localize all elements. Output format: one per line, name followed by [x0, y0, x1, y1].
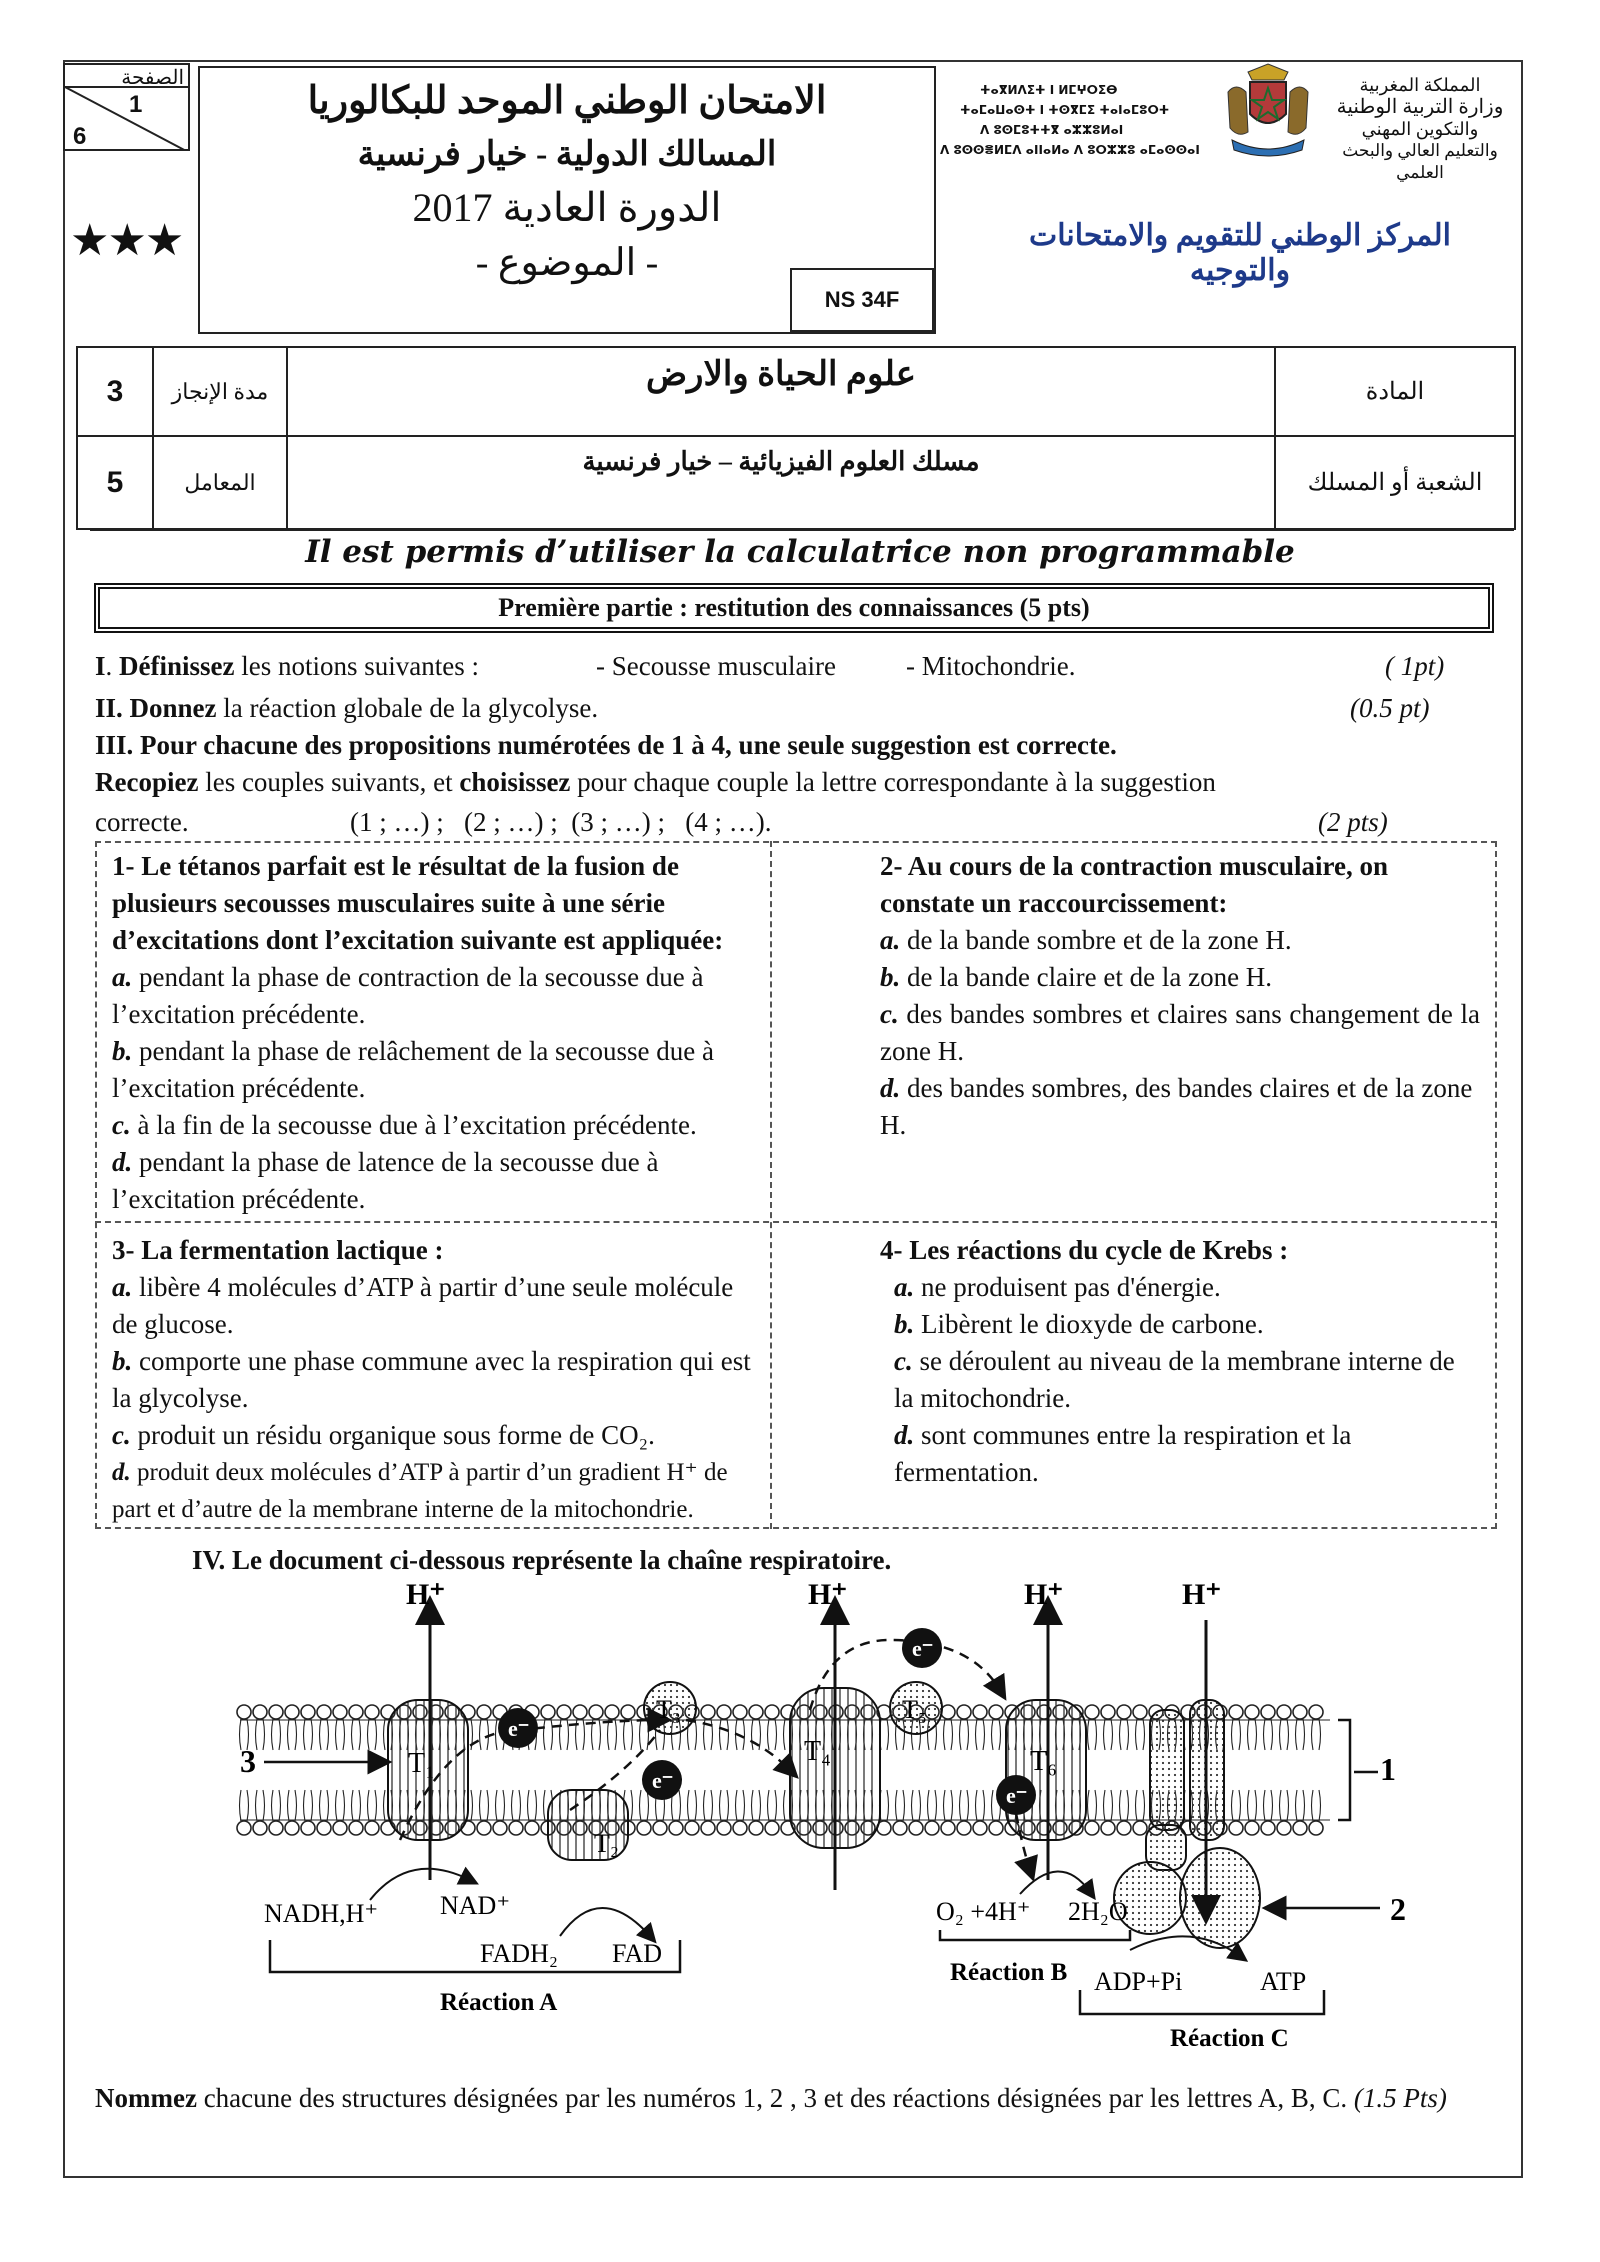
phospholipid-head: [669, 1821, 683, 1835]
phospholipid-tail: [480, 1790, 489, 1821]
exam-track: المسالك الدولية - خيار فرنسية: [357, 136, 777, 173]
phospholipid-tail: [640, 1719, 649, 1750]
option-letter: a.: [112, 1272, 133, 1302]
phospholipid-tail: [1232, 1790, 1241, 1821]
phospholipid-tail: [752, 1790, 761, 1821]
phospholipid-tail: [992, 1719, 1001, 1750]
option-text: Libèrent le dioxyde de carbone.: [914, 1309, 1264, 1339]
phospholipid-head: [989, 1705, 1003, 1719]
question-1: I. Définissez les notions suivantes :: [95, 651, 479, 681]
option: [112, 1454, 762, 1528]
electron: [642, 1760, 682, 1800]
option-text: des bandes sombres et claires sans changement de la zone H.: [880, 999, 1480, 1066]
phospholipid-head: [1101, 1705, 1115, 1719]
option-text: comporte une phase commune avec la respiration qui est la glycolyse.: [112, 1346, 751, 1413]
phospholipid-tail: [1120, 1719, 1129, 1750]
label-t4: T₄: [804, 1736, 831, 1767]
proposition-title: 1- Le tétanos parfait est le résultat de la fusion de plusieurs secousses musculaires suite à une série d’excitations dont l’excitation suivante est appliquée:: [112, 851, 724, 955]
phospholipid-head: [957, 1705, 971, 1719]
phospholipid-tail: [288, 1790, 297, 1821]
phospholipid-tail: [1248, 1719, 1257, 1750]
phospholipid-head: [1229, 1705, 1243, 1719]
phospholipid-tail: [960, 1719, 969, 1750]
option-letter: a.: [894, 1272, 915, 1302]
electron-path: [686, 1720, 790, 1770]
question-1-text: les notions suivantes :: [234, 651, 479, 681]
phospholipid-tail: [1136, 1790, 1145, 1821]
phospholipid-tail: [1264, 1790, 1273, 1821]
exam-code: NS 34F: [790, 268, 934, 332]
label-t3: T₃: [656, 1695, 681, 1724]
instruction-text: chacune des structures désignées par les numéros 1, 2 , 3 et des réactions désignées par les lettres A, B, C.: [196, 2083, 1348, 2113]
label-t2: T₂: [594, 1829, 619, 1858]
option-text: de la bande sombre et de la zone H.: [900, 925, 1292, 955]
option-text: ne produisent pas d'énergie.: [914, 1272, 1221, 1302]
phospholipid-tail: [256, 1790, 265, 1821]
option-text: pendant la phase de latence de la secousse due à l’excitation précédente.: [112, 1147, 659, 1214]
svg-text:e⁻: e⁻: [912, 1636, 934, 1661]
question-2-number: II.: [95, 693, 123, 723]
proposition-4: [880, 1232, 1480, 1491]
phospholipid-head: [941, 1821, 955, 1835]
ministry-line: والتعليم العالي والبحث العلمي: [1342, 141, 1498, 182]
phospholipid-head: [285, 1821, 299, 1835]
option: [880, 922, 1480, 959]
phospholipid-tail: [320, 1790, 329, 1821]
phospholipid-tail: [272, 1790, 281, 1821]
o2-label: O₂ +4H⁺: [936, 1897, 1031, 1926]
phospholipid-head: [253, 1705, 267, 1719]
phospholipid-tail: [1088, 1790, 1097, 1821]
atp-label: ATP: [1260, 1967, 1307, 1996]
proposition-title: 4- Les réactions du cycle de Krebs :: [880, 1235, 1289, 1265]
phospholipid-tail: [1088, 1719, 1097, 1750]
option-letter: d.: [112, 1459, 131, 1486]
adp-label: ADP+Pi: [1094, 1967, 1183, 1996]
label-number-1: 1: [1380, 1751, 1396, 1787]
option-text: à la fin de la secousse due à l’excitation précédente.: [130, 1110, 697, 1140]
option-text: produit un résidu organique sous forme de CO₂.: [130, 1420, 655, 1450]
instruction-text: les couples suivants, et: [198, 767, 460, 797]
reaction-c-label: Réaction C: [1170, 2025, 1289, 2052]
option-letter: d.: [894, 1420, 915, 1450]
coat-of-arms-emblem: [1218, 62, 1318, 160]
phospholipid-head: [477, 1821, 491, 1835]
phospholipid-head: [1085, 1705, 1099, 1719]
respiratory-chain-diagram: [230, 1580, 1450, 2060]
phospholipid-head: [237, 1821, 251, 1835]
proton-label: H⁺: [406, 1580, 446, 1611]
option-letter: d.: [112, 1147, 133, 1177]
proposition-3: [112, 1232, 762, 1528]
subject-label: المادة: [1275, 347, 1515, 436]
phospholipid-head: [1229, 1821, 1243, 1835]
fad-label: FAD: [612, 1939, 663, 1968]
label-t6: T₆: [1030, 1746, 1057, 1777]
nad-label: NAD⁺: [440, 1891, 511, 1920]
phospholipid-head: [733, 1821, 747, 1835]
phospholipid-tail: [976, 1719, 985, 1750]
phospholipid-head: [269, 1705, 283, 1719]
phospholipid-head: [749, 1705, 763, 1719]
question-2-points: (0.5 pt): [1350, 693, 1430, 723]
svg-text:e⁻: e⁻: [508, 1716, 530, 1741]
ministry-arabic: [1320, 74, 1520, 184]
option-text: sont communes entre la respiration et la fermentation.: [894, 1420, 1352, 1487]
phospholipid-head: [573, 1705, 587, 1719]
instruction-verb-choisissez: choisissez: [459, 767, 571, 797]
option: [112, 1033, 762, 1107]
option-letter: c.: [112, 1420, 131, 1450]
phospholipid-head: [1309, 1705, 1323, 1719]
phospholipid-tail: [528, 1790, 537, 1821]
phospholipid-head: [701, 1705, 715, 1719]
phospholipid-head: [541, 1705, 555, 1719]
phospholipid-tail: [1312, 1719, 1321, 1750]
phospholipid-head: [1245, 1705, 1259, 1719]
phospholipid-head: [1117, 1705, 1131, 1719]
phospholipid-head: [1261, 1705, 1275, 1719]
phospholipid-tail: [320, 1719, 329, 1750]
phospholipid-tail: [976, 1790, 985, 1821]
divider-rule: [90, 528, 1514, 531]
phospholipid-head: [1245, 1821, 1259, 1835]
phospholipid-head: [493, 1821, 507, 1835]
phospholipid-head: [557, 1705, 571, 1719]
option-letter: c.: [880, 999, 899, 1029]
option: [880, 1269, 1480, 1306]
question-1-number: I: [95, 651, 106, 681]
option-text: des bandes sombres, des bandes claires et de la zone H.: [880, 1073, 1473, 1140]
phospholipid-tail: [496, 1790, 505, 1821]
option-text: de la bande claire et de la zone H.: [900, 962, 1273, 992]
phospholipid-tail: [304, 1719, 313, 1750]
option-letter: c.: [112, 1110, 131, 1140]
phospholipid-tail: [240, 1790, 249, 1821]
phospholipid-head: [1277, 1705, 1291, 1719]
question-2-text: la réaction globale de la glycolyse.: [216, 693, 599, 723]
instruction-verb-nommez: Nommez: [95, 2083, 197, 2113]
phospholipid-head: [1117, 1821, 1131, 1835]
reaction-a-label: Réaction A: [440, 1989, 558, 2016]
phospholipid-head: [685, 1821, 699, 1835]
proposition-2: [880, 848, 1480, 1144]
notion-2: - Mitochondrie.: [906, 651, 1076, 681]
option-text: produit deux molécules d’ATP à partir d’un gradient H⁺ de part et d’autre de la membrane interne de la mitochondrie.: [112, 1459, 728, 1523]
question-1-points: ( 1pt): [1385, 651, 1445, 681]
option: [112, 959, 762, 1033]
phospholipid-head: [701, 1821, 715, 1835]
phospholipid-head: [765, 1821, 779, 1835]
svg-text:e⁻: e⁻: [652, 1768, 674, 1793]
phospholipid-tail: [352, 1790, 361, 1821]
phospholipid-head: [333, 1705, 347, 1719]
instruction-end: correcte.: [95, 807, 189, 837]
phospholipid-tail: [1104, 1790, 1113, 1821]
option-letter: b.: [880, 962, 901, 992]
phospholipid-head: [333, 1821, 347, 1835]
option: [112, 1144, 762, 1218]
phospholipid-head: [1293, 1705, 1307, 1719]
phospholipid-head: [1133, 1821, 1147, 1835]
phospholipid-tail: [1136, 1719, 1145, 1750]
phospholipid-head: [637, 1821, 651, 1835]
electron: [902, 1628, 942, 1668]
phospholipid-tail: [912, 1790, 921, 1821]
proposition-title: 3- La fermentation lactique :: [112, 1235, 444, 1265]
label-t5: T₅: [902, 1695, 927, 1724]
duration-value: 3: [77, 347, 153, 436]
phospholipid-tail: [624, 1719, 633, 1750]
phospholipid-head: [509, 1821, 523, 1835]
question-3-points: (2 pts): [1318, 807, 1388, 837]
ministry-line: المملكة المغربية: [1359, 75, 1481, 95]
option-text: se déroulent au niveau de la membrane interne de la mitochondrie.: [894, 1346, 1455, 1413]
phospholipid-tail: [736, 1790, 745, 1821]
phospholipid-head: [1277, 1821, 1291, 1835]
electron: [498, 1708, 538, 1748]
electron: [996, 1775, 1036, 1815]
phospholipid-head: [1101, 1821, 1115, 1835]
phospholipid-head: [1293, 1821, 1307, 1835]
phospholipid-head: [317, 1821, 331, 1835]
grid-divider: [95, 1221, 1497, 1223]
phospholipid-tail: [480, 1719, 489, 1750]
coefficient-value: 5: [77, 436, 153, 529]
phospholipid-tail: [944, 1719, 953, 1750]
page-label: الصفحة: [121, 67, 184, 89]
exam-title: الامتحان الوطني الموحد للبكالوريا: [307, 80, 827, 122]
option-letter: b.: [112, 1346, 133, 1376]
instruction-text: pour chaque couple la lettre correspondante à la suggestion: [570, 767, 1216, 797]
option-letter: d.: [880, 1073, 901, 1103]
phospholipid-head: [717, 1821, 731, 1835]
svg-text:e⁻: e⁻: [1006, 1783, 1028, 1808]
phospholipid-head: [909, 1821, 923, 1835]
bracket-1: [1338, 1720, 1350, 1820]
question-2: [95, 690, 598, 727]
phospholipid-tail: [352, 1719, 361, 1750]
exam-subject-mark: - الموضوع -: [475, 242, 659, 284]
phospholipid-tail: [288, 1719, 297, 1750]
evaluation-center-name: المركز الوطني للتقويم والامتحانات والتوجيه: [1028, 219, 1452, 287]
answer-couples: (1 ; …) ; (2 ; …) ; (3 ; …) ; (4 ; …).: [350, 807, 772, 837]
question-1-verb: Définissez: [119, 651, 235, 681]
phospholipid-head: [733, 1705, 747, 1719]
branch-value: مسلك العلوم الفيزيائية – خيار فرنسية: [287, 436, 1275, 529]
phospholipid-tail: [944, 1790, 953, 1821]
page-number-box: [63, 63, 190, 151]
phospholipid-tail: [256, 1719, 265, 1750]
label-t1: T₁: [408, 1748, 435, 1779]
phospholipid-head: [269, 1821, 283, 1835]
exam-session: الدورة العادية 2017: [412, 185, 722, 230]
option: [880, 1343, 1480, 1417]
phospholipid-tail: [1104, 1719, 1113, 1750]
tifinagh-line: ⴷ ⵓⵙⵎⵓⵜⵜⴳ ⴰⵣⵣⵓⵍⴰⵏ: [980, 123, 1124, 137]
subject-value: علوم الحياة والارض: [287, 347, 1275, 436]
phospholipid-head: [285, 1705, 299, 1719]
proton-label: H⁺: [1182, 1580, 1222, 1611]
phospholipid-tail: [512, 1790, 521, 1821]
option: [880, 996, 1480, 1070]
page-current: 1: [129, 91, 143, 118]
option-letter: a.: [112, 962, 133, 992]
reaction-b-label: Réaction B: [950, 1959, 1068, 1986]
phospholipid-head: [973, 1705, 987, 1719]
question-2-verb: Donnez: [129, 693, 217, 723]
phospholipid-head: [525, 1821, 539, 1835]
question-4-instruction: [95, 2080, 1515, 2117]
phospholipid-head: [941, 1705, 955, 1719]
option: [880, 1417, 1480, 1491]
phospholipid-head: [349, 1821, 363, 1835]
question-3-heading: III. Pour chacune des propositions numérotées de 1 à 4, une seule suggestion est correcte.: [95, 730, 1117, 760]
difficulty-stars: ★★★: [70, 216, 183, 265]
phospholipid-tail: [1280, 1790, 1289, 1821]
phospholipid-head: [925, 1821, 939, 1835]
phospholipid-head: [477, 1705, 491, 1719]
option: [112, 1269, 762, 1343]
label-number-3: 3: [240, 1743, 256, 1779]
option: [112, 1107, 762, 1144]
phospholipid-head: [717, 1705, 731, 1719]
phospholipid-tail: [768, 1719, 777, 1750]
option: [112, 1417, 762, 1454]
exam-info-table: [76, 346, 1516, 530]
fadh2-label: FADH₂: [480, 1939, 558, 1968]
phospholipid-head: [301, 1821, 315, 1835]
phospholipid-tail: [1312, 1790, 1321, 1821]
reaction-arrow: [1020, 1871, 1090, 1894]
option-letter: b.: [112, 1036, 133, 1066]
tifinagh-line: ⴷ ⵓⵙⵙⴻⵍⵎⴷ ⴰⵏⵏⴰⵍⴰ ⴷ ⵓⵔⵣⵣⵓ ⴰⵎⴰⵙⵙⴰⵏ: [940, 143, 1200, 157]
branch-label: الشعبة أو المسلك: [1275, 436, 1515, 529]
phospholipid-head: [749, 1821, 763, 1835]
phospholipid-tail: [768, 1790, 777, 1821]
grid-divider: [770, 841, 772, 1529]
tifinagh-line: ⵜⴰⴳⵍⴷⵉⵜ ⵏ ⵍⵎⵖⵔⵉⴱ: [980, 83, 1118, 97]
phospholipid-tail: [928, 1790, 937, 1821]
phospholipid-tail: [704, 1790, 713, 1821]
phospholipid-head: [973, 1821, 987, 1835]
proposition-title: 2- Au cours de la contraction musculaire, on constate un raccourcissement:: [880, 851, 1388, 918]
part-one-title: Première partie : restitution des connaissances (5 pts): [94, 583, 1494, 633]
phospholipid-head: [237, 1705, 251, 1719]
proposition-1: [112, 848, 762, 1218]
phospholipid-head: [365, 1705, 379, 1719]
phospholipid-tail: [1280, 1719, 1289, 1750]
question-3-instruction: [95, 764, 1515, 801]
phospholipid-tail: [1232, 1719, 1241, 1750]
phospholipid-head: [893, 1821, 907, 1835]
option-text: libère 4 molécules d’ATP à partir d’une seule molécule de glucose.: [112, 1272, 734, 1339]
phospholipid-tail: [368, 1719, 377, 1750]
phospholipid-tail: [336, 1790, 345, 1821]
phospholipid-head: [1261, 1821, 1275, 1835]
proton-label: H⁺: [808, 1580, 848, 1611]
phospholipid-head: [301, 1705, 315, 1719]
nadh-label: NADH,H⁺: [264, 1899, 379, 1928]
label-number-2: 2: [1390, 1891, 1406, 1927]
phospholipid-tail: [640, 1790, 649, 1821]
phospholipid-tail: [368, 1790, 377, 1821]
duration-label: مدة الإنجاز: [153, 347, 287, 436]
question-4-points: (1.5 Pts): [1353, 2083, 1447, 2113]
phospholipid-tail: [688, 1790, 697, 1821]
phospholipid-head: [1133, 1705, 1147, 1719]
option-letter: c.: [894, 1346, 913, 1376]
ministry-line: والتكوين المهني: [1361, 119, 1479, 139]
calculator-note: Il est permis d’utiliser la calculatrice non programmable: [305, 534, 1295, 570]
question-4-heading: IV. Le document ci-dessous représente la chaîne respiratoire.: [192, 1545, 892, 1575]
phospholipid-tail: [272, 1719, 281, 1750]
phospholipid-head: [365, 1821, 379, 1835]
phospholipid-tail: [960, 1790, 969, 1821]
phospholipid-head: [765, 1705, 779, 1719]
page-total: 6: [73, 123, 87, 150]
phospholipid-head: [605, 1705, 619, 1719]
phospholipid-tail: [304, 1790, 313, 1821]
ministry-line: وزارة التربية الوطنية: [1336, 96, 1504, 118]
phospholipid-tail: [544, 1719, 553, 1750]
phospholipid-tail: [560, 1719, 569, 1750]
phospholipid-head: [317, 1705, 331, 1719]
phospholipid-head: [1309, 1821, 1323, 1835]
phospholipid-head: [989, 1821, 1003, 1835]
option: [880, 1306, 1480, 1343]
phospholipid-head: [349, 1705, 363, 1719]
phospholipid-tail: [1264, 1719, 1273, 1750]
tifinagh-line: ⵜⴰⵎⴰⵡⴰⵙⵜ ⵏ ⵜⵙⴳⵎⵉ ⵜⴰⵏⴰⵎⵓⵔⵜ: [960, 103, 1170, 117]
phospholipid-head: [957, 1821, 971, 1835]
instruction-verb-recopiez: Recopiez: [95, 767, 199, 797]
phospholipid-tail: [720, 1719, 729, 1750]
phospholipid-tail: [896, 1790, 905, 1821]
phospholipid-head: [653, 1821, 667, 1835]
phospholipid-head: [1085, 1821, 1099, 1835]
phospholipid-tail: [1296, 1790, 1305, 1821]
coefficient-label: المعامل: [153, 436, 287, 529]
option: [880, 959, 1480, 996]
bracket-reaction-b: [940, 1930, 1130, 1940]
reaction-arrow: [560, 1908, 650, 1936]
phospholipid-tail: [1120, 1790, 1129, 1821]
phospholipid-tail: [1296, 1719, 1305, 1750]
proton-label: H⁺: [1024, 1580, 1064, 1611]
phospholipid-tail: [336, 1719, 345, 1750]
phospholipid-head: [253, 1821, 267, 1835]
phospholipid-tail: [1248, 1790, 1257, 1821]
phospholipid-tail: [608, 1719, 617, 1750]
option-text: pendant la phase de contraction de la secousse due à l’excitation précédente.: [112, 962, 704, 1029]
option-text: pendant la phase de relâchement de la secousse due à l’excitation précédente.: [112, 1036, 714, 1103]
h2o-label: 2H₂O: [1068, 1897, 1128, 1926]
phospholipid-head: [589, 1705, 603, 1719]
option: [880, 1070, 1480, 1144]
ministry-tifinagh: [940, 80, 1220, 160]
phospholipid-head: [621, 1705, 635, 1719]
notion-1: - Secousse musculaire: [596, 651, 836, 681]
option-letter: a.: [880, 925, 901, 955]
phospholipid-tail: [720, 1790, 729, 1821]
option: [112, 1343, 762, 1417]
option-letter: b.: [894, 1309, 915, 1339]
